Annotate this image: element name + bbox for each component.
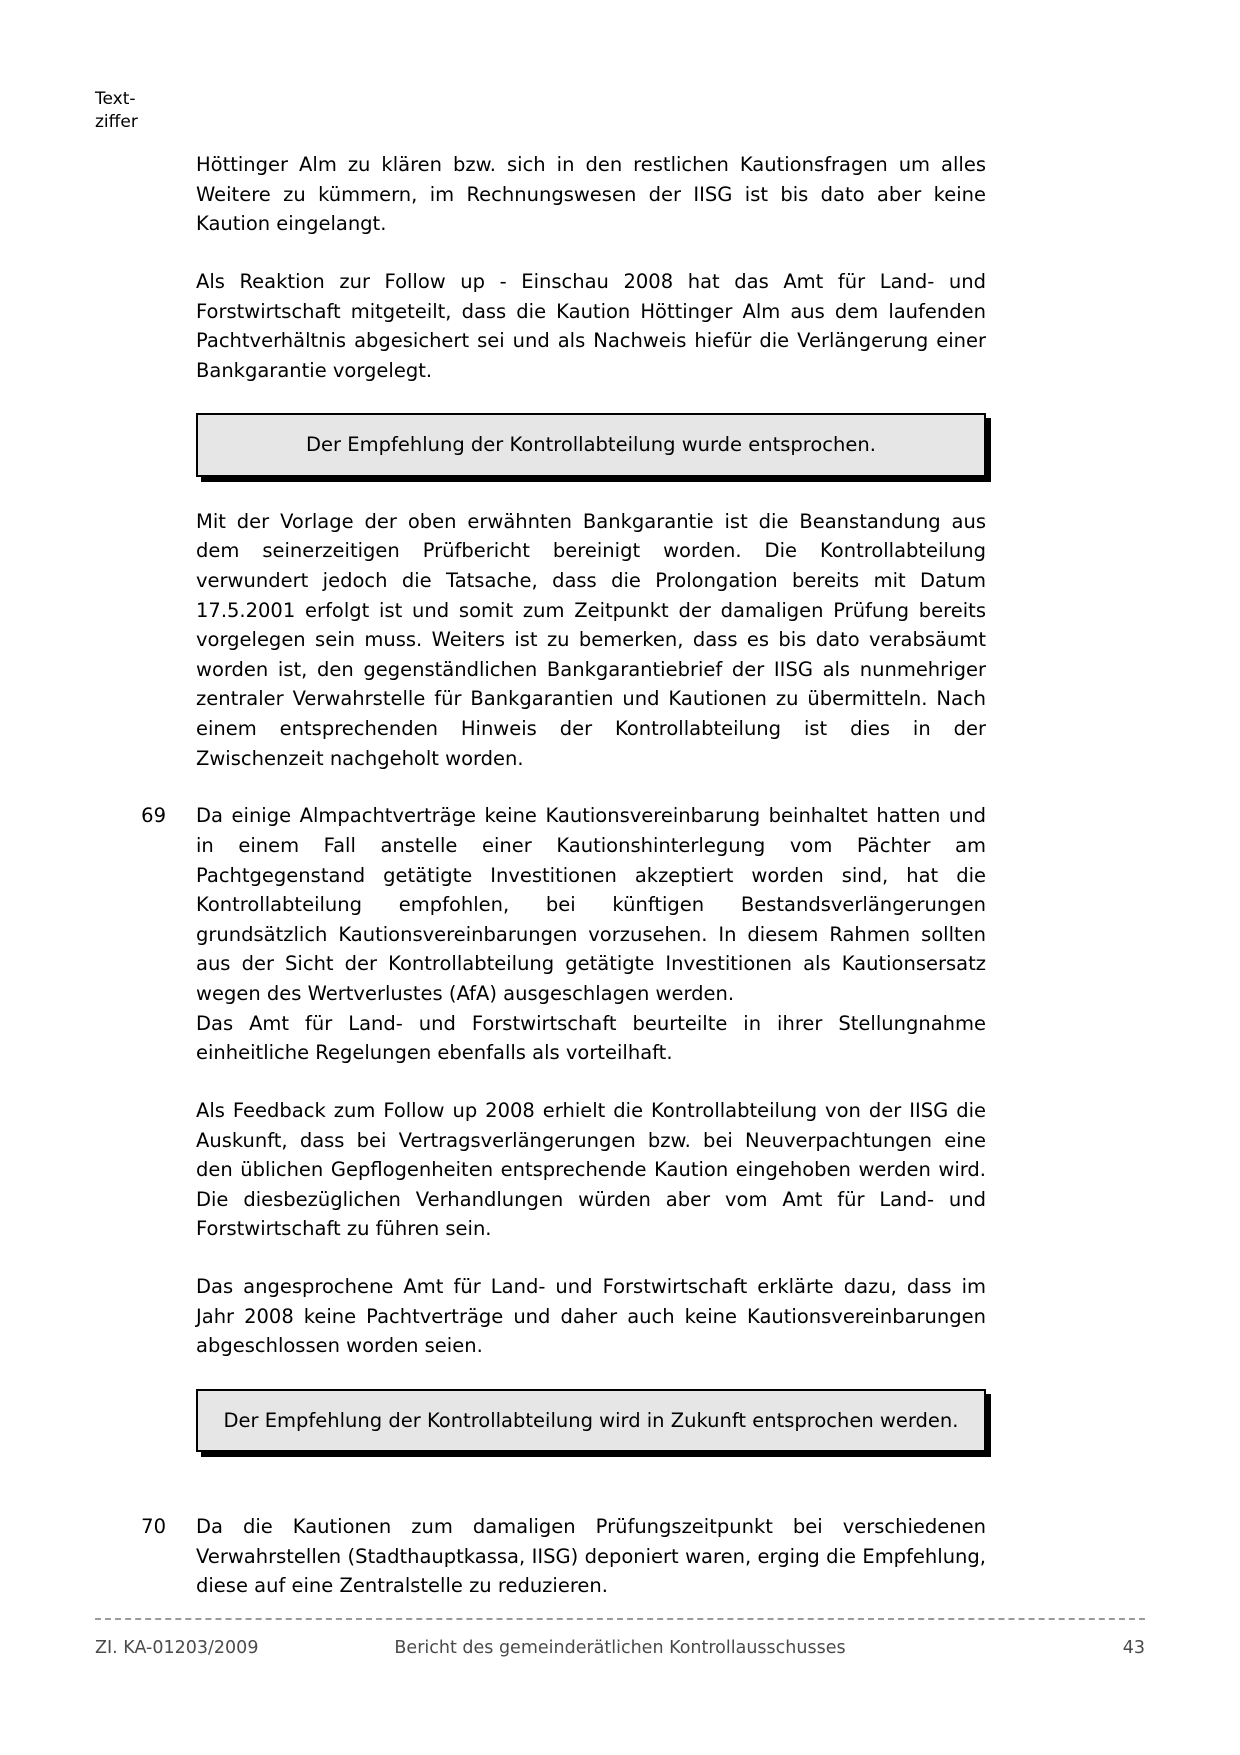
- footer-divider: [95, 1618, 1145, 1620]
- item-69-paragraph-2: Das Amt für Land- und Forstwirtschaft beurteilte in ihrer Stellungnahme einheitliche Regelungen ebenfalls als vorteilhaft.: [196, 1011, 986, 1065]
- footer-title: Bericht des gemeinderätlichen Kontrollausschusses: [394, 1638, 846, 1658]
- item-number-70: 70: [141, 1515, 166, 1539]
- page-footer: [95, 1638, 1145, 1668]
- item-69-paragraph-1: Da einige Almpachtverträge keine Kautionsvereinbarung beinhaltet hatten und in einem Fall anstelle einer Kautionshinterlegung vom Pächter am Pachtgegenstand getätigte Investitionen akzeptiert worden sind, hat die Kontrollabteilung empfohlen, bei künftigen Bestandsverlängerungen grundsätzlich Kautionsvereinbarungen vorzusehen. In diesem Rahmen sollten aus der Sicht der Kontrollabteilung getätigte Investitionen als Kautionsersatz wegen des Wertverlustes (AfA) ausgeschlagen werden.: [196, 804, 986, 1006]
- recommendation-box-2: [196, 1389, 986, 1452]
- item-70-paragraph-1: Da die Kautionen zum damaligen Prüfungszeitpunkt bei verschiedenen Verwahrstellen (Stadthauptkassa, IISG) deponiert waren, erging die Empfehlung, diese auf eine Zentralstelle zu reduzieren.: [196, 1515, 986, 1598]
- margin-column-header: [95, 88, 185, 134]
- footer-page-number: 43: [1122, 1638, 1145, 1658]
- numbered-item-69: [141, 801, 986, 1008]
- recommendation-box-2-text: Der Empfehlung der Kontrollabteilung wird in Zukunft entsprochen werden.: [223, 1408, 959, 1432]
- numbered-item-70: [141, 1512, 986, 1601]
- recommendation-box-1-text: Der Empfehlung der Kontrollabteilung wurde entsprochen.: [306, 433, 876, 457]
- paragraph-2: Als Reaktion zur Follow up - Einschau 2008 hat das Amt für Land- und Forstwirtschaft mitgeteilt, dass die Kaution Höttinger Alm aus dem laufenden Pachtverhältnis abgesichert sei und als Nachweis hiefür die Verlängerung einer Bankgarantie vorgelegt.: [196, 269, 986, 382]
- recommendation-box-1: [196, 413, 986, 476]
- document-content: [141, 150, 986, 1601]
- item-number-69: 69: [141, 804, 166, 828]
- section-spacer: [196, 1482, 986, 1512]
- item-69-paragraph-3: Als Feedback zum Follow up 2008 erhielt die Kontrollabteilung von der IISG die Auskunft, dass bei Vertragsverlängerungen bzw. bei Neuverpachtungen eine den üblichen Gepflogenheiten entsprechende Kaution eingehoben werden wird. Die diesbezüglichen Verhandlungen würden aber vom Amt für Land- und Forstwirtschaft zu führen sein.: [196, 1098, 986, 1241]
- item-69-paragraph-4: Das angesprochene Amt für Land- und Forstwirtschaft erklärte dazu, dass im Jahr 2008 keine Pachtverträge und daher auch keine Kautionsvereinbarungen abgeschlossen worden seien.: [196, 1275, 986, 1358]
- paragraph-3: Mit der Vorlage der oben erwähnten Bankgarantie ist die Beanstandung aus dem seinerzeitigen Prüfbericht bereinigt worden. Die Kontrollabteilung verwundert jedoch die Tatsache, dass die Prolongation bereits mit Datum 17.5.2001 erfolgt ist und somit zum Zeitpunkt der damaligen Prüfung bereits vorgelegen sein muss. Weiters ist zu bemerken, dass es bis dato verabsäumt worden ist, den gegenständlichen Bankgarantiebrief der IISG als nunmehriger zentraler Verwahrstelle für Bankgarantien und Kautionen zu übermitteln. Nach einem entsprechenden Hinweis der Kontrollabteilung ist dies in der Zwischenzeit nachgeholt worden.: [196, 509, 986, 770]
- margin-header-line2: ziffer: [95, 111, 138, 132]
- paragraph-1: Höttinger Alm zu klären bzw. sich in den restlichen Kautionsfragen um alles Weitere zu kümmern, im Rechnungswesen der IISG ist bis dato aber keine Kaution eingelangt.: [196, 153, 986, 236]
- footer-reference: ZI. KA-01203/2009: [95, 1638, 259, 1658]
- margin-header-line1: Text-: [95, 89, 136, 109]
